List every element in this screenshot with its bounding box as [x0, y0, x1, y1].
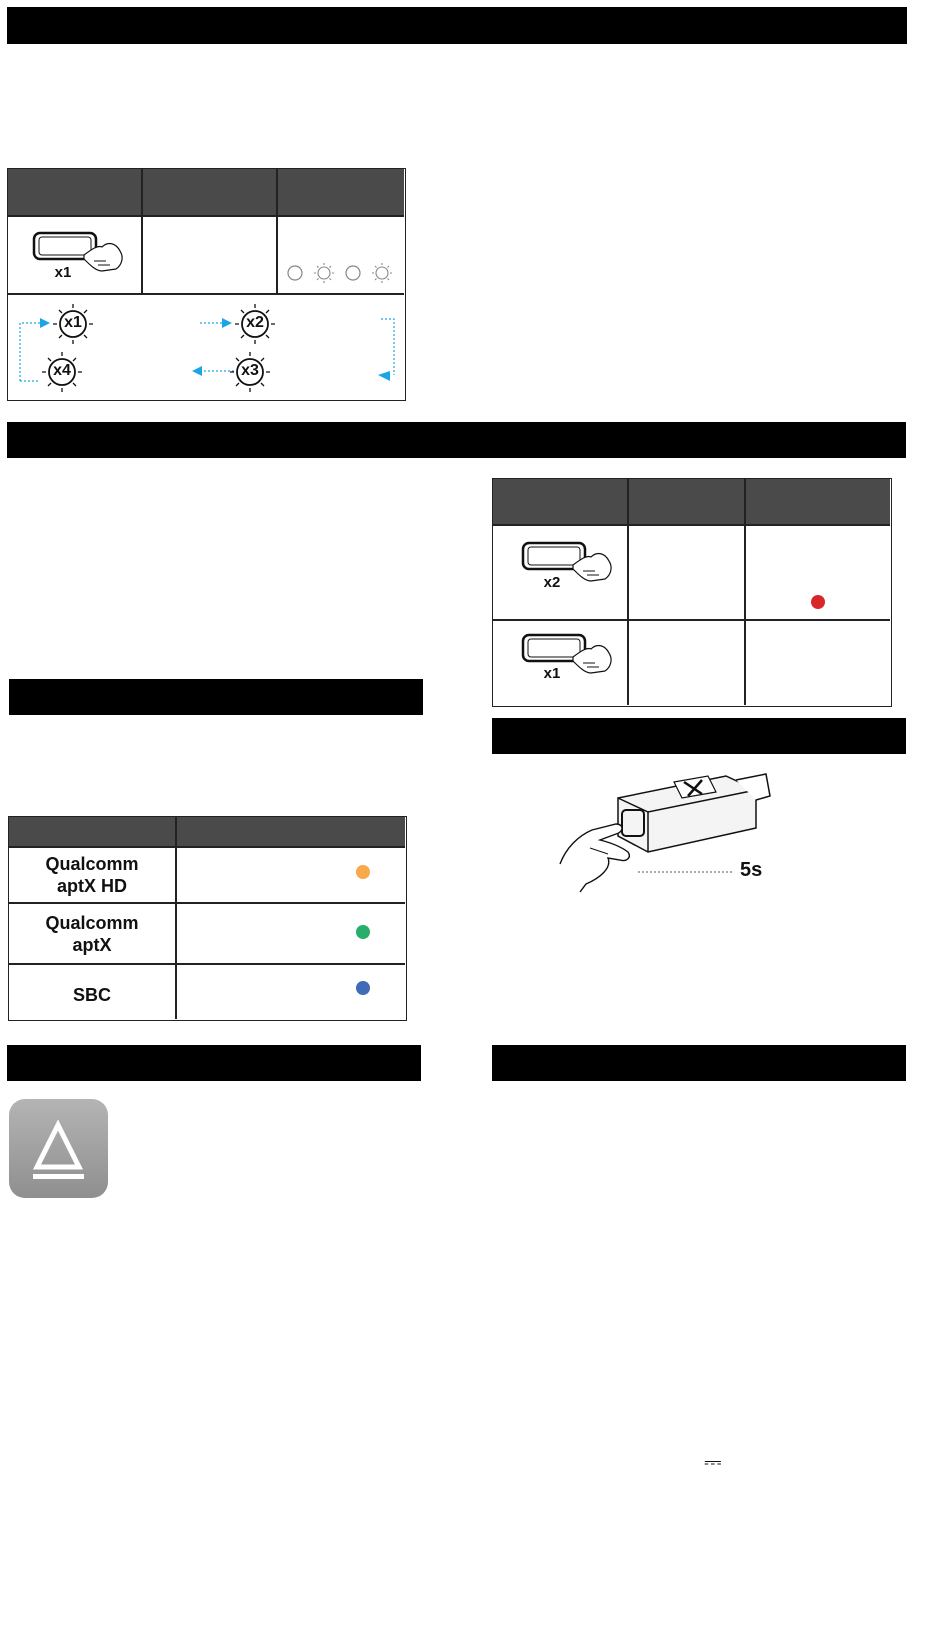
- cycle-step-3: x3: [229, 351, 271, 393]
- codec-name-aptx-hd: Qualcomm aptX HD: [45, 854, 139, 896]
- button-press-x1-count: x1: [543, 665, 561, 682]
- section-bar-4: [492, 718, 906, 754]
- section-bar-2: [7, 422, 906, 458]
- codec-dot-aptx-hd: [356, 865, 370, 879]
- led-sequence: [286, 261, 396, 285]
- dc-power-symbol-icon: ⎓: [704, 1449, 722, 1474]
- button-press-illustration: [32, 231, 132, 276]
- reset-duration: 5s: [740, 859, 763, 881]
- section-bar-1: [7, 7, 907, 44]
- app-icon: [9, 1099, 108, 1198]
- button-table-header: [493, 479, 890, 524]
- codec-name-aptx: Qualcomm aptX: [45, 913, 139, 955]
- button-press-x2-count: x2: [543, 574, 561, 591]
- red-led-dot: [811, 595, 825, 609]
- button-press-x1-illustration: [521, 633, 621, 678]
- cycle-step-2: x2: [234, 303, 276, 345]
- codec-name-sbc: SBC: [72, 985, 111, 1005]
- codec-table-header: [9, 817, 405, 846]
- codec-dot-sbc: [356, 981, 370, 995]
- button-press-x2-illustration: [521, 541, 621, 586]
- section-bar-6: [492, 1045, 906, 1081]
- cycle-step-4: x4: [41, 351, 83, 393]
- codec-dot-aptx: [356, 925, 370, 939]
- codec-table: [8, 816, 407, 1021]
- cycle-step-1: x1: [52, 303, 94, 345]
- indicator-table: [7, 168, 406, 401]
- section-bar-5: [7, 1045, 421, 1081]
- button-press-count: x1: [54, 264, 72, 281]
- section-bar-3: [9, 679, 423, 715]
- indicator-table-header: [8, 169, 404, 215]
- button-function-table: [492, 478, 892, 707]
